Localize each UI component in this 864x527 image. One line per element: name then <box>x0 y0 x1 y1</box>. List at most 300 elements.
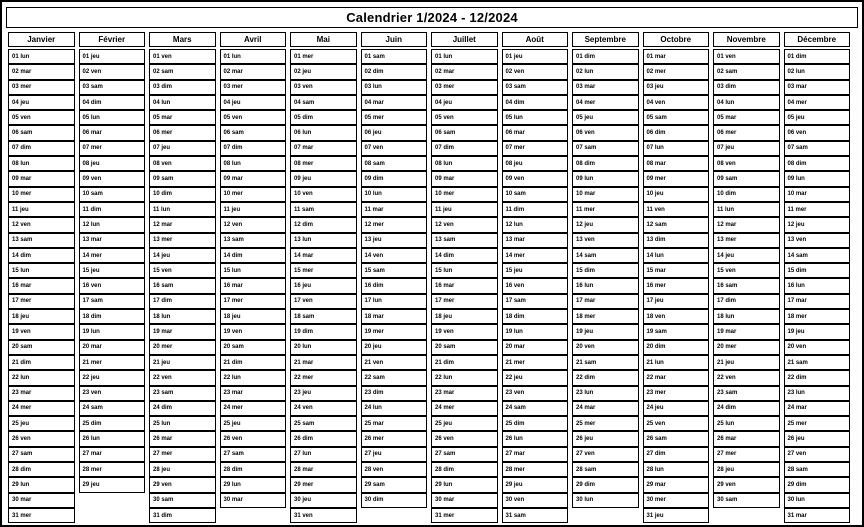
month-header: Décembre <box>784 32 851 47</box>
day-cell: 11 ven <box>643 202 710 217</box>
day-cell: 12 lun <box>79 217 146 232</box>
day-cell: 11 dim <box>79 202 146 217</box>
day-cell: 24 mer <box>220 401 287 416</box>
day-cell: 01 jeu <box>79 49 146 64</box>
month-column-4 <box>220 32 287 523</box>
day-cell: 05 jeu <box>784 110 851 125</box>
month-column-8 <box>502 32 569 523</box>
day-cell: 19 jeu <box>572 324 639 339</box>
day-cell: 27 dim <box>643 447 710 462</box>
day-cell: 12 jeu <box>784 217 851 232</box>
day-cell: 23 lun <box>572 386 639 401</box>
day-cell: 23 ven <box>502 386 569 401</box>
day-cell: 05 ven <box>431 110 498 125</box>
day-cell: 15 jeu <box>79 263 146 278</box>
day-cell: 16 lun <box>784 278 851 293</box>
day-cell: 30 lun <box>572 493 639 508</box>
day-cell: 12 jeu <box>572 217 639 232</box>
day-cell: 06 sam <box>8 125 75 140</box>
day-cell: 01 sam <box>361 49 428 64</box>
day-cell: 06 jeu <box>361 125 428 140</box>
day-cell: 15 lun <box>431 263 498 278</box>
day-cell: 14 mar <box>290 248 357 263</box>
day-cell: 24 mar <box>784 401 851 416</box>
day-cell: 27 sam <box>8 447 75 462</box>
day-cell: 17 mer <box>220 294 287 309</box>
day-cell: 22 mer <box>290 370 357 385</box>
day-cell: 16 mer <box>643 278 710 293</box>
day-cell: 10 jeu <box>643 187 710 202</box>
day-cell: 30 mer <box>643 493 710 508</box>
day-cell: 02 sam <box>149 64 216 79</box>
day-cell: 26 lun <box>502 431 569 446</box>
day-cell: 12 mar <box>149 217 216 232</box>
day-cell: 03 ven <box>290 80 357 95</box>
day-cell: 23 sam <box>149 386 216 401</box>
month-header: Octobre <box>643 32 710 47</box>
day-cell: 24 ven <box>290 401 357 416</box>
day-cell: 17 mar <box>572 294 639 309</box>
day-cell: 02 dim <box>361 64 428 79</box>
day-cell: 13 ven <box>784 233 851 248</box>
day-cell: 25 ven <box>643 416 710 431</box>
day-cell: 01 lun <box>8 49 75 64</box>
day-cell: 27 mar <box>79 447 146 462</box>
day-cell: 11 lun <box>713 202 780 217</box>
day-cell: 25 mer <box>784 416 851 431</box>
day-cell: 01 lun <box>220 49 287 64</box>
day-cell: 13 sam <box>8 233 75 248</box>
day-cell: 28 dim <box>8 462 75 477</box>
day-cell: 04 lun <box>713 95 780 110</box>
day-cell: 17 jeu <box>643 294 710 309</box>
day-cell: 18 dim <box>502 309 569 324</box>
day-cell: 08 jeu <box>79 156 146 171</box>
day-cell: 30 ven <box>502 493 569 508</box>
day-cell: 18 lun <box>713 309 780 324</box>
month-header: Avril <box>220 32 287 47</box>
month-column-2 <box>79 32 146 523</box>
month-header: Mai <box>290 32 357 47</box>
day-cell: 11 dim <box>502 202 569 217</box>
day-cell: 12 mer <box>361 217 428 232</box>
day-cell: 09 mar <box>8 171 75 186</box>
day-cell: 19 lun <box>502 324 569 339</box>
day-cell: 11 mer <box>784 202 851 217</box>
day-cell: 28 dim <box>431 462 498 477</box>
day-cell: 20 lun <box>290 340 357 355</box>
day-cell: 02 lun <box>784 64 851 79</box>
day-cell: 28 ven <box>361 462 428 477</box>
day-cell: 21 dim <box>431 355 498 370</box>
day-cell: 25 jeu <box>8 416 75 431</box>
day-cell: 25 jeu <box>220 416 287 431</box>
day-cell: 16 ven <box>79 278 146 293</box>
day-cell: 02 jeu <box>290 64 357 79</box>
day-cell: 21 mer <box>79 355 146 370</box>
day-cell: 04 mar <box>361 95 428 110</box>
day-cell: 10 mer <box>431 187 498 202</box>
day-cell: 23 jeu <box>290 386 357 401</box>
day-cell: 26 mar <box>149 431 216 446</box>
day-cell: 02 ven <box>502 64 569 79</box>
day-cell: 02 ven <box>79 64 146 79</box>
day-cell: 08 dim <box>784 156 851 171</box>
day-cell: 19 ven <box>431 324 498 339</box>
day-cell: 13 dim <box>643 233 710 248</box>
day-cell: 08 ven <box>149 156 216 171</box>
day-cell: 14 mer <box>79 248 146 263</box>
day-cell: 07 dim <box>8 141 75 156</box>
month-column-9 <box>572 32 639 523</box>
day-cell: 30 jeu <box>290 493 357 508</box>
day-cell: 01 ven <box>713 49 780 64</box>
day-cell: 04 jeu <box>8 95 75 110</box>
day-cell: 04 mer <box>784 95 851 110</box>
day-cell: 05 ven <box>8 110 75 125</box>
day-cell: 07 jeu <box>713 141 780 156</box>
day-cell: 14 jeu <box>149 248 216 263</box>
day-cell: 22 mar <box>643 370 710 385</box>
day-cell: 03 dim <box>149 80 216 95</box>
day-cell: 19 lun <box>79 324 146 339</box>
day-cell: 18 sam <box>290 309 357 324</box>
day-cell: 08 dim <box>572 156 639 171</box>
day-cell: 17 sam <box>502 294 569 309</box>
day-cell: 04 sam <box>290 95 357 110</box>
day-cell: 21 mar <box>290 355 357 370</box>
day-cell: 27 lun <box>290 447 357 462</box>
month-header: Septembre <box>572 32 639 47</box>
day-cell: 26 ven <box>8 431 75 446</box>
day-cell: 13 mar <box>502 233 569 248</box>
day-cell: 05 mer <box>361 110 428 125</box>
month-column-7 <box>431 32 498 523</box>
day-cell: 19 ven <box>220 324 287 339</box>
day-cell: 09 dim <box>361 171 428 186</box>
day-cell: 22 ven <box>149 370 216 385</box>
day-cell: 12 sam <box>643 217 710 232</box>
day-cell: 03 mer <box>220 80 287 95</box>
day-cell: 22 dim <box>572 370 639 385</box>
day-cell: 29 dim <box>784 477 851 492</box>
day-cell: 06 sam <box>431 125 498 140</box>
day-cell: 12 lun <box>502 217 569 232</box>
day-cell: 25 dim <box>502 416 569 431</box>
day-cell: 16 dim <box>361 278 428 293</box>
day-cell: 29 jeu <box>502 477 569 492</box>
day-cell: 11 jeu <box>8 202 75 217</box>
day-cell: 12 mar <box>713 217 780 232</box>
day-cell: 24 mar <box>572 401 639 416</box>
day-cell: 06 dim <box>643 125 710 140</box>
day-cell: 20 ven <box>572 340 639 355</box>
day-cell: 22 lun <box>431 370 498 385</box>
day-cell: 09 mer <box>643 171 710 186</box>
day-cell: 08 jeu <box>502 156 569 171</box>
day-cell: 23 ven <box>79 386 146 401</box>
day-cell: 15 lun <box>220 263 287 278</box>
day-cell: 17 mar <box>784 294 851 309</box>
month-column-3 <box>149 32 216 523</box>
day-cell: 20 sam <box>8 340 75 355</box>
day-cell: 29 sam <box>361 477 428 492</box>
day-cell: 28 sam <box>572 462 639 477</box>
day-cell: 10 lun <box>361 187 428 202</box>
day-cell: 10 sam <box>79 187 146 202</box>
day-cell: 12 dim <box>290 217 357 232</box>
day-cell: 02 mar <box>8 64 75 79</box>
day-cell: 19 mar <box>149 324 216 339</box>
day-cell: 22 sam <box>361 370 428 385</box>
day-cell: 09 sam <box>149 171 216 186</box>
day-cell: 25 mer <box>572 416 639 431</box>
day-cell: 22 jeu <box>79 370 146 385</box>
day-cell: 23 mar <box>8 386 75 401</box>
day-cell: 13 jeu <box>361 233 428 248</box>
day-cell: 04 jeu <box>431 95 498 110</box>
day-cell: 05 ven <box>220 110 287 125</box>
day-cell: 26 jeu <box>572 431 639 446</box>
day-cell: 15 mar <box>643 263 710 278</box>
day-cell: 20 sam <box>220 340 287 355</box>
day-cell: 06 mer <box>713 125 780 140</box>
day-cell: 15 sam <box>361 263 428 278</box>
day-cell: 06 lun <box>290 125 357 140</box>
day-cell: 21 jeu <box>713 355 780 370</box>
day-cell: 07 dim <box>220 141 287 156</box>
day-cell: 03 dim <box>713 80 780 95</box>
day-cell: 21 jeu <box>149 355 216 370</box>
day-cell: 18 mar <box>361 309 428 324</box>
day-cell: 09 lun <box>784 171 851 186</box>
day-cell: 13 mer <box>149 233 216 248</box>
day-cell: 15 ven <box>149 263 216 278</box>
day-cell: 14 sam <box>784 248 851 263</box>
day-cell: 21 sam <box>784 355 851 370</box>
day-cell: 24 jeu <box>643 401 710 416</box>
day-cell: 22 ven <box>713 370 780 385</box>
day-cell: 07 mar <box>290 141 357 156</box>
day-cell: 09 mar <box>431 171 498 186</box>
day-cell: 12 ven <box>220 217 287 232</box>
day-cell: 22 jeu <box>502 370 569 385</box>
day-cell: 22 dim <box>784 370 851 385</box>
day-cell: 03 lun <box>361 80 428 95</box>
day-cell: 05 jeu <box>572 110 639 125</box>
day-cell: 10 ven <box>290 187 357 202</box>
day-cell: 09 mar <box>220 171 287 186</box>
page-title: Calendrier 1/2024 - 12/2024 <box>6 7 858 28</box>
day-cell: 29 jeu <box>79 477 146 492</box>
day-cell: 07 ven <box>361 141 428 156</box>
day-cell: 11 jeu <box>431 202 498 217</box>
day-cell: 14 mer <box>502 248 569 263</box>
day-cell: 30 mar <box>220 493 287 508</box>
day-cell: 03 jeu <box>643 80 710 95</box>
day-cell: 23 mer <box>643 386 710 401</box>
day-cell: 25 lun <box>149 416 216 431</box>
day-cell: 06 mer <box>149 125 216 140</box>
day-cell: 20 mar <box>79 340 146 355</box>
day-cell: 18 lun <box>149 309 216 324</box>
day-cell: 26 ven <box>431 431 498 446</box>
day-cell: 08 lun <box>431 156 498 171</box>
month-header: Juin <box>361 32 428 47</box>
day-cell: 28 mar <box>290 462 357 477</box>
day-cell: 29 lun <box>8 477 75 492</box>
day-cell: 10 mer <box>8 187 75 202</box>
day-cell: 18 dim <box>79 309 146 324</box>
day-cell: 29 dim <box>572 477 639 492</box>
day-cell: 06 ven <box>784 125 851 140</box>
day-cell: 13 sam <box>220 233 287 248</box>
day-cell: 22 lun <box>8 370 75 385</box>
day-cell: 28 mer <box>502 462 569 477</box>
day-cell: 13 ven <box>572 233 639 248</box>
day-cell: 11 lun <box>149 202 216 217</box>
day-cell: 15 jeu <box>502 263 569 278</box>
day-cell: 20 mer <box>149 340 216 355</box>
day-cell: 07 lun <box>643 141 710 156</box>
day-cell: 01 dim <box>572 49 639 64</box>
month-header: Juillet <box>431 32 498 47</box>
day-cell: 14 dim <box>431 248 498 263</box>
day-cell: 30 lun <box>784 493 851 508</box>
day-cell: 21 sam <box>572 355 639 370</box>
day-cell: 25 jeu <box>431 416 498 431</box>
day-cell: 20 dim <box>643 340 710 355</box>
day-cell: 03 mar <box>572 80 639 95</box>
day-cell: 20 sam <box>431 340 498 355</box>
day-cell: 24 mer <box>431 401 498 416</box>
day-cell: 10 mer <box>220 187 287 202</box>
month-column-1 <box>8 32 75 523</box>
day-cell: 17 mer <box>8 294 75 309</box>
day-cell: 28 jeu <box>149 462 216 477</box>
day-cell: 21 lun <box>643 355 710 370</box>
day-cell: 17 ven <box>290 294 357 309</box>
day-cell: 07 mer <box>79 141 146 156</box>
month-column-12 <box>784 32 851 523</box>
day-cell: 01 dim <box>784 49 851 64</box>
day-cell: 28 lun <box>643 462 710 477</box>
day-cell: 16 mar <box>8 278 75 293</box>
day-cell: 29 ven <box>713 477 780 492</box>
day-cell: 09 ven <box>79 171 146 186</box>
day-cell: 10 sam <box>502 187 569 202</box>
day-cell: 08 ven <box>713 156 780 171</box>
day-cell: 03 mar <box>784 80 851 95</box>
day-cell: 20 jeu <box>361 340 428 355</box>
day-cell: 24 sam <box>79 401 146 416</box>
day-cell: 19 sam <box>643 324 710 339</box>
month-header: Novembre <box>713 32 780 47</box>
day-cell: 04 ven <box>643 95 710 110</box>
day-cell: 09 lun <box>572 171 639 186</box>
day-cell: 08 lun <box>8 156 75 171</box>
month-column-5 <box>290 32 357 523</box>
day-cell: 27 sam <box>431 447 498 462</box>
day-cell: 15 mer <box>290 263 357 278</box>
day-cell: 27 ven <box>784 447 851 462</box>
day-cell: 17 sam <box>79 294 146 309</box>
day-cell: 08 mar <box>643 156 710 171</box>
day-cell: 26 sam <box>643 431 710 446</box>
day-cell: 09 sam <box>713 171 780 186</box>
day-cell: 24 dim <box>713 401 780 416</box>
day-cell: 19 dim <box>290 324 357 339</box>
day-cell: 24 dim <box>149 401 216 416</box>
day-cell: 07 dim <box>431 141 498 156</box>
day-cell: 05 sam <box>643 110 710 125</box>
day-cell: 23 sam <box>713 386 780 401</box>
day-cell: 19 jeu <box>784 324 851 339</box>
day-cell: 01 mar <box>643 49 710 64</box>
day-cell: 30 sam <box>149 493 216 508</box>
day-cell: 01 jeu <box>502 49 569 64</box>
day-cell: 01 ven <box>149 49 216 64</box>
day-cell: 31 mar <box>784 508 851 523</box>
day-cell: 11 mar <box>361 202 428 217</box>
day-cell: 27 ven <box>572 447 639 462</box>
day-cell: 14 dim <box>8 248 75 263</box>
day-cell: 18 ven <box>643 309 710 324</box>
day-cell: 25 dim <box>79 416 146 431</box>
day-cell: 29 mer <box>290 477 357 492</box>
day-cell: 22 lun <box>220 370 287 385</box>
day-cell: 15 lun <box>8 263 75 278</box>
day-cell: 23 lun <box>784 386 851 401</box>
day-cell: 18 jeu <box>431 309 498 324</box>
day-cell: 08 mer <box>290 156 357 171</box>
day-cell: 27 mer <box>149 447 216 462</box>
day-cell: 19 ven <box>8 324 75 339</box>
day-cell: 15 ven <box>713 263 780 278</box>
day-cell: 30 mar <box>8 493 75 508</box>
day-cell: 16 sam <box>149 278 216 293</box>
day-cell: 04 lun <box>149 95 216 110</box>
day-cell: 28 sam <box>784 462 851 477</box>
day-cell: 03 mer <box>8 80 75 95</box>
day-cell: 10 mar <box>784 187 851 202</box>
day-cell: 07 mer <box>502 141 569 156</box>
day-cell: 10 mar <box>572 187 639 202</box>
day-cell: 12 ven <box>8 217 75 232</box>
day-cell: 25 lun <box>713 416 780 431</box>
day-cell: 06 mar <box>502 125 569 140</box>
day-cell: 12 ven <box>431 217 498 232</box>
day-cell: 18 jeu <box>220 309 287 324</box>
day-cell: 03 mer <box>431 80 498 95</box>
day-cell: 23 dim <box>361 386 428 401</box>
day-cell: 21 mer <box>502 355 569 370</box>
day-cell: 29 lun <box>220 477 287 492</box>
month-column-10 <box>643 32 710 523</box>
day-cell: 01 mer <box>290 49 357 64</box>
day-cell: 27 jeu <box>361 447 428 462</box>
day-cell: 16 jeu <box>290 278 357 293</box>
day-cell: 10 dim <box>149 187 216 202</box>
day-cell: 06 ven <box>572 125 639 140</box>
day-cell: 09 ven <box>502 171 569 186</box>
day-cell: 16 lun <box>572 278 639 293</box>
day-cell: 24 sam <box>502 401 569 416</box>
day-cell: 07 jeu <box>149 141 216 156</box>
day-cell: 26 mer <box>361 431 428 446</box>
day-cell: 01 lun <box>431 49 498 64</box>
month-header: Janvier <box>8 32 75 47</box>
